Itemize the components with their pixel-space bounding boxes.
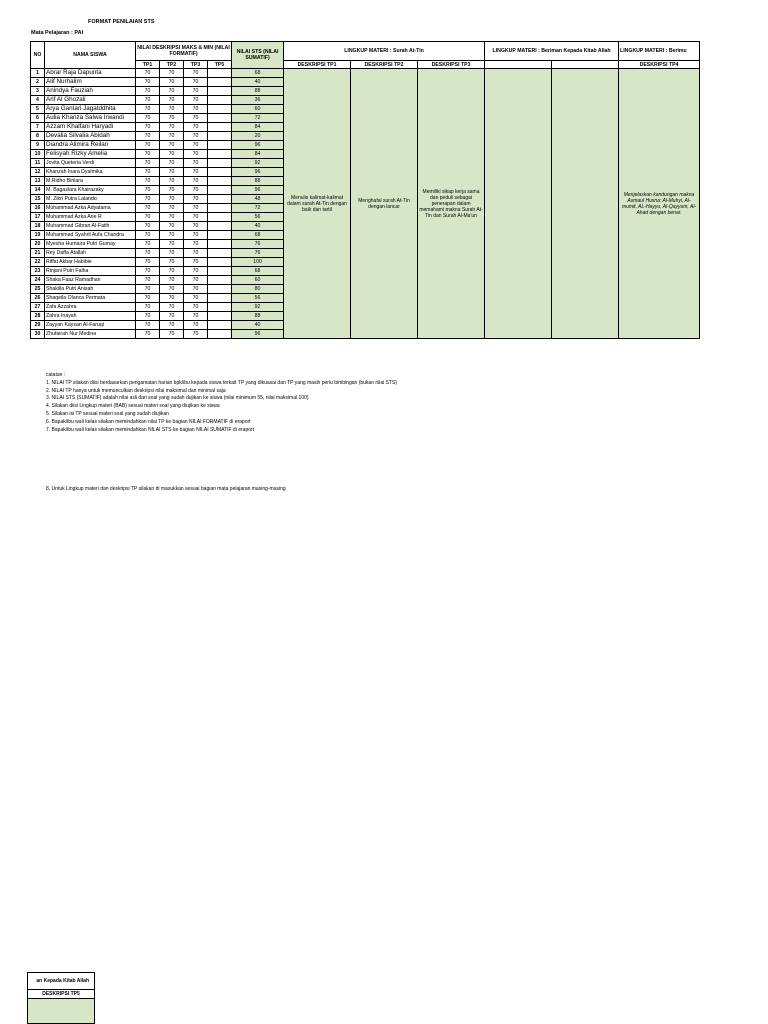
- header-tp2: TP2: [160, 61, 184, 69]
- tp5-value[interactable]: [208, 195, 232, 204]
- tp1-value[interactable]: 70: [136, 177, 160, 186]
- tp3-value[interactable]: 70: [184, 114, 208, 123]
- student-no[interactable]: 11: [31, 159, 45, 168]
- header-empty-1: [485, 61, 552, 69]
- tp3-value[interactable]: 70: [184, 159, 208, 168]
- tp1-value[interactable]: 70: [136, 258, 160, 267]
- sts-value[interactable]: 40: [232, 321, 284, 330]
- sts-value[interactable]: 96: [232, 186, 284, 195]
- sts-value[interactable]: 84: [232, 150, 284, 159]
- student-no[interactable]: 18: [31, 222, 45, 231]
- student-name[interactable]: Abrar Raja Dapunta: [45, 69, 136, 78]
- tp5-value[interactable]: [208, 330, 232, 339]
- tp5-value[interactable]: [208, 150, 232, 159]
- tp3-value[interactable]: 70: [184, 78, 208, 87]
- student-name[interactable]: Rey Daffa Atallah: [45, 249, 136, 258]
- student-name[interactable]: Myesha Humaira Putri Gumay: [45, 240, 136, 249]
- student-name[interactable]: Muhammad Syahril Aufa Chandra: [45, 231, 136, 240]
- empty-desc-cell-1[interactable]: [485, 69, 552, 339]
- student-no[interactable]: 3: [31, 87, 45, 96]
- tp3-value[interactable]: 70: [184, 105, 208, 114]
- document-title: FORMAT PENILAIAN STS: [88, 19, 155, 25]
- tp1-value[interactable]: 70: [136, 330, 160, 339]
- tp3-value[interactable]: 70: [184, 285, 208, 294]
- sts-value[interactable]: 92: [232, 159, 284, 168]
- tp3-value[interactable]: 70: [184, 312, 208, 321]
- tp5-value[interactable]: [208, 294, 232, 303]
- tp1-value[interactable]: 70: [136, 285, 160, 294]
- note-item: 2. NILAI TP hanya untuk memunculkan deskripsi nilai maksimal dan minimal saja: [46, 387, 226, 394]
- note-item: 5. Silakan isi TP sesuai materi soal yang sudah diujikan: [46, 410, 169, 417]
- student-name[interactable]: Arya Gantari Jagatddhita: [45, 105, 136, 114]
- student-name[interactable]: Aulia Khanza Salwa Irwandi: [45, 114, 136, 123]
- tp1-value[interactable]: 70: [136, 69, 160, 78]
- tp1-value[interactable]: 70: [136, 168, 160, 177]
- tp2-value[interactable]: 70: [160, 87, 184, 96]
- tp3-value[interactable]: 70: [184, 330, 208, 339]
- tp5-value[interactable]: [208, 177, 232, 186]
- student-no[interactable]: 29: [31, 321, 45, 330]
- page-2-deskripsi-tp5: DESKRIPSI TP5: [28, 990, 94, 999]
- empty-desc-cell-2[interactable]: [552, 69, 619, 339]
- header-nilai-sts: NILAI STS (NILAI SUMATIF): [232, 42, 284, 69]
- tp5-value[interactable]: [208, 312, 232, 321]
- tp1-value[interactable]: 70: [136, 222, 160, 231]
- sts-value[interactable]: 96: [232, 141, 284, 150]
- tp5-value[interactable]: [208, 96, 232, 105]
- tp2-value[interactable]: 70: [160, 195, 184, 204]
- tp2-value[interactable]: 70: [160, 330, 184, 339]
- notes-section: [46, 372, 397, 434]
- tp3-value[interactable]: 70: [184, 168, 208, 177]
- page-2-fragment: [27, 972, 95, 1024]
- table-row: [31, 69, 700, 78]
- tp3-value[interactable]: 70: [184, 213, 208, 222]
- sts-value[interactable]: 68: [232, 231, 284, 240]
- tp3-value[interactable]: 70: [184, 240, 208, 249]
- tp5-value[interactable]: [208, 78, 232, 87]
- tp1-value[interactable]: 70: [136, 303, 160, 312]
- tp1-value[interactable]: 70: [136, 132, 160, 141]
- page-2-lingkup-header: an Kepada Kitab Allah: [28, 973, 94, 990]
- sts-value[interactable]: 80: [232, 285, 284, 294]
- tp5-value[interactable]: [208, 87, 232, 96]
- tp2-value[interactable]: 70: [160, 141, 184, 150]
- tp2-value[interactable]: 70: [160, 114, 184, 123]
- tp1-value[interactable]: 70: [136, 204, 160, 213]
- sts-value[interactable]: 76: [232, 249, 284, 258]
- tp2-value[interactable]: 70: [160, 213, 184, 222]
- tp3-value[interactable]: 70: [184, 141, 208, 150]
- tp2-value[interactable]: 70: [160, 276, 184, 285]
- header-tp1: TP1: [136, 61, 160, 69]
- tp1-value[interactable]: 70: [136, 312, 160, 321]
- tp2-value[interactable]: 70: [160, 78, 184, 87]
- tp3-value[interactable]: 70: [184, 186, 208, 195]
- header-tp3: TP3: [184, 61, 208, 69]
- header-deskripsi-tp4: DESKRIPSI TP4: [619, 61, 700, 69]
- student-name[interactable]: Azzam Khalfani Haryadi: [45, 123, 136, 132]
- header-empty-2: [552, 61, 619, 69]
- deskripsi-tp3-cell[interactable]: Memiliki sikap kerja sama dan peduli sebagai penerapan dalam memahami makna Surah At-Tin dan Surah Al-Ma'un: [418, 69, 485, 339]
- tp2-value[interactable]: 70: [160, 312, 184, 321]
- sts-value[interactable]: 36: [232, 96, 284, 105]
- sts-value[interactable]: 88: [232, 87, 284, 96]
- note-item: 7. Bapak/ibu wali kelas silakan memindahkan NILAI STS ke bagian NILAI SUMATIF di eraport: [46, 426, 255, 433]
- sts-value[interactable]: 88: [232, 312, 284, 321]
- header-deskripsi-tp3: DESKRIPSI TP3: [418, 61, 485, 69]
- student-no[interactable]: 20: [31, 240, 45, 249]
- tp5-value[interactable]: [208, 204, 232, 213]
- tp1-value[interactable]: 70: [136, 141, 160, 150]
- student-no[interactable]: 28: [31, 312, 45, 321]
- tp3-value[interactable]: 70: [184, 177, 208, 186]
- tp2-value[interactable]: 70: [160, 303, 184, 312]
- tp2-value[interactable]: 70: [160, 69, 184, 78]
- student-name[interactable]: Shakilla Putri Anisah: [45, 285, 136, 294]
- tp1-value[interactable]: 70: [136, 195, 160, 204]
- tp1-value[interactable]: 70: [136, 105, 160, 114]
- student-name[interactable]: M. Zikri Putra Lalando: [45, 195, 136, 204]
- deskripsi-tp2-cell[interactable]: Menghafal surah At-Tin dengan lancar: [351, 69, 418, 339]
- student-no[interactable]: 25: [31, 285, 45, 294]
- tp1-value[interactable]: 70: [136, 150, 160, 159]
- student-no[interactable]: 13: [31, 177, 45, 186]
- student-name[interactable]: Zhufairah Nur Medina: [45, 330, 136, 339]
- sts-value[interactable]: 20: [232, 132, 284, 141]
- tp5-value[interactable]: [208, 222, 232, 231]
- tp2-value[interactable]: 70: [160, 177, 184, 186]
- table-body: [31, 69, 700, 339]
- tp2-value[interactable]: 70: [160, 285, 184, 294]
- header-lingkup-2: LINGKUP MATERI : Beriman Kepada Kitab Allah: [485, 42, 619, 61]
- student-no[interactable]: 15: [31, 195, 45, 204]
- tp2-value[interactable]: 70: [160, 222, 184, 231]
- student-no[interactable]: 7: [31, 123, 45, 132]
- student-name[interactable]: M.Ridho Binlara: [45, 177, 136, 186]
- tp1-value[interactable]: 70: [136, 186, 160, 195]
- student-no[interactable]: 23: [31, 267, 45, 276]
- tp3-value[interactable]: 70: [184, 321, 208, 330]
- student-no[interactable]: 22: [31, 258, 45, 267]
- student-name[interactable]: Zahra Inayah: [45, 312, 136, 321]
- deskripsi-tp4-cell[interactable]: Menjelaskan kandungan makna Asmaul Husna: Al-Muhyi, Al-mumit, AL-Hayyu, Al-Qayyum, Al-Ahad dengan benar.: [619, 69, 700, 339]
- student-no[interactable]: 4: [31, 96, 45, 105]
- student-name[interactable]: Felisyah Rizky Amelia: [45, 150, 136, 159]
- sts-value[interactable]: 40: [232, 78, 284, 87]
- tp5-value[interactable]: [208, 159, 232, 168]
- student-name[interactable]: Diandra Alimira Reilan: [45, 141, 136, 150]
- sts-value[interactable]: 48: [232, 195, 284, 204]
- student-no[interactable]: 24: [31, 276, 45, 285]
- sts-value[interactable]: 76: [232, 240, 284, 249]
- sts-value[interactable]: 68: [232, 69, 284, 78]
- student-no[interactable]: 6: [31, 114, 45, 123]
- subject-label: Mata Pelajaran : PAI: [31, 30, 84, 36]
- tp2-value[interactable]: 70: [160, 267, 184, 276]
- student-name[interactable]: Arif Al Ghozali: [45, 96, 136, 105]
- tp5-value[interactable]: [208, 240, 232, 249]
- tp1-value[interactable]: 70: [136, 159, 160, 168]
- sts-value[interactable]: 72: [232, 114, 284, 123]
- sts-value[interactable]: 88: [232, 177, 284, 186]
- header-deskripsi-tp2: DESKRIPSI TP2: [351, 61, 418, 69]
- tp5-value[interactable]: [208, 213, 232, 222]
- student-name[interactable]: Rinjani Putri Falha: [45, 267, 136, 276]
- tp5-value[interactable]: [208, 276, 232, 285]
- student-name[interactable]: Jovita Queteria Verdi: [45, 159, 136, 168]
- sts-value[interactable]: 68: [232, 267, 284, 276]
- tp1-value[interactable]: 70: [136, 294, 160, 303]
- student-name[interactable]: Muhammad Azka Arie R: [45, 213, 136, 222]
- sts-value[interactable]: 60: [232, 105, 284, 114]
- student-name[interactable]: Alif Nurhalim: [45, 78, 136, 87]
- tp5-value[interactable]: [208, 123, 232, 132]
- tp3-value[interactable]: 70: [184, 96, 208, 105]
- tp5-value[interactable]: [208, 231, 232, 240]
- note-item: 6. Bapak/ibu wali kelas silakan memindahkan nilai TP ke bagian NILAI FORMATIF di eraport: [46, 418, 251, 425]
- tp3-value[interactable]: 70: [184, 87, 208, 96]
- tp5-value[interactable]: [208, 114, 232, 123]
- tp5-value[interactable]: [208, 168, 232, 177]
- header-tp5: TP5: [208, 61, 232, 69]
- tp5-value[interactable]: [208, 186, 232, 195]
- tp2-value[interactable]: 70: [160, 168, 184, 177]
- student-name[interactable]: Muhammad Gibran Al-Fatih: [45, 222, 136, 231]
- student-name[interactable]: Anindya Fauziah: [45, 87, 136, 96]
- student-no[interactable]: 26: [31, 294, 45, 303]
- tp2-value[interactable]: 70: [160, 159, 184, 168]
- tp2-value[interactable]: 70: [160, 240, 184, 249]
- tp5-value[interactable]: [208, 141, 232, 150]
- student-no[interactable]: 2: [31, 78, 45, 87]
- grade-table: [30, 41, 700, 339]
- deskripsi-tp1-cell[interactable]: Menulis kalimat-kalimat dalam surah At-Tin dengan baik dan tartil: [284, 69, 351, 339]
- tp5-value[interactable]: [208, 132, 232, 141]
- sts-value[interactable]: 72: [232, 204, 284, 213]
- student-name[interactable]: Zafa Azzahra: [45, 303, 136, 312]
- tp5-value[interactable]: [208, 303, 232, 312]
- student-name[interactable]: Shaqeila Olanca Permata: [45, 294, 136, 303]
- student-no[interactable]: 27: [31, 303, 45, 312]
- header-row-1: [31, 42, 700, 61]
- tp3-value[interactable]: 70: [184, 258, 208, 267]
- student-no[interactable]: 19: [31, 231, 45, 240]
- tp1-value[interactable]: 70: [136, 276, 160, 285]
- tp5-value[interactable]: [208, 321, 232, 330]
- tp1-value[interactable]: 70: [136, 321, 160, 330]
- tp3-value[interactable]: 70: [184, 150, 208, 159]
- tp3-value[interactable]: 70: [184, 303, 208, 312]
- sts-value[interactable]: 100: [232, 258, 284, 267]
- tp3-value[interactable]: 70: [184, 204, 208, 213]
- student-name[interactable]: Shaka Faaz Ramadhan: [45, 276, 136, 285]
- sts-value[interactable]: 84: [232, 123, 284, 132]
- tp2-value[interactable]: 70: [160, 105, 184, 114]
- tp1-value[interactable]: 70: [136, 123, 160, 132]
- tp2-value[interactable]: 70: [160, 258, 184, 267]
- note-item: 3. NILAI STS (SUMATIF) adalah nilai asli dari soal yang sudah dujikan ke siswa (nilai minimum 55, nilai maksimal 100): [46, 395, 309, 402]
- tp2-value[interactable]: 70: [160, 96, 184, 105]
- tp2-value[interactable]: 70: [160, 321, 184, 330]
- student-no[interactable]: 21: [31, 249, 45, 258]
- note-item: 1. NILAI TP silakan diisi berdasarkan pengamatan harian bpk/ibu kepada siswa terkait TP yang dikuasai dan TP yang masih perlu bimbingan (bukan nilai STS): [46, 379, 398, 386]
- student-no[interactable]: 30: [31, 330, 45, 339]
- tp3-value[interactable]: 70: [184, 231, 208, 240]
- tp3-value[interactable]: 70: [184, 195, 208, 204]
- tp5-value[interactable]: [208, 105, 232, 114]
- student-no[interactable]: 10: [31, 150, 45, 159]
- student-no[interactable]: 14: [31, 186, 45, 195]
- tp3-value[interactable]: 70: [184, 294, 208, 303]
- tp1-value[interactable]: 70: [136, 87, 160, 96]
- tp3-value[interactable]: 70: [184, 276, 208, 285]
- student-name[interactable]: M. Bagaslara Khairazaky: [45, 186, 136, 195]
- notes-heading: catatan :: [46, 372, 66, 378]
- tp3-value[interactable]: 70: [184, 249, 208, 258]
- tp1-value[interactable]: 70: [136, 240, 160, 249]
- student-no[interactable]: 1: [31, 69, 45, 78]
- header-lingkup-3: LINGKUP MATERI : Berimu: [619, 42, 700, 61]
- tp2-value[interactable]: 70: [160, 186, 184, 195]
- student-no[interactable]: 9: [31, 141, 45, 150]
- page-2-description-cell: [28, 999, 94, 1023]
- tp1-value[interactable]: 70: [136, 96, 160, 105]
- student-name[interactable]: Devalia Silvalia Abidah: [45, 132, 136, 141]
- student-name[interactable]: Riffat Akbar Habibie: [45, 258, 136, 267]
- tp3-value[interactable]: 70: [184, 222, 208, 231]
- sts-value[interactable]: 56: [232, 294, 284, 303]
- tp2-value[interactable]: 70: [160, 123, 184, 132]
- sts-value[interactable]: 40: [232, 222, 284, 231]
- tp5-value[interactable]: [208, 249, 232, 258]
- sts-value[interactable]: 96: [232, 330, 284, 339]
- tp5-value[interactable]: [208, 69, 232, 78]
- tp1-value[interactable]: 70: [136, 231, 160, 240]
- note-item-8: 8. Untuk Lingkup materi dan deskripsi TP silakan di masukkan sesuai bagian mata pelajaran masing-masing: [46, 486, 286, 492]
- student-name[interactable]: Zayyan Kaysan Al-Faruqi: [45, 321, 136, 330]
- tp1-value[interactable]: 70: [136, 267, 160, 276]
- tp1-value[interactable]: 70: [136, 78, 160, 87]
- student-name[interactable]: Muhammad Azka Adyatama: [45, 204, 136, 213]
- tp3-value[interactable]: 70: [184, 69, 208, 78]
- tp5-value[interactable]: [208, 258, 232, 267]
- student-no[interactable]: 16: [31, 204, 45, 213]
- sts-value[interactable]: 60: [232, 276, 284, 285]
- tp3-value[interactable]: 70: [184, 132, 208, 141]
- sts-value[interactable]: 92: [232, 303, 284, 312]
- sts-value[interactable]: 56: [232, 213, 284, 222]
- header-nama-siswa: NAMA SISWA: [45, 42, 136, 69]
- tp2-value[interactable]: 70: [160, 150, 184, 159]
- student-no[interactable]: 12: [31, 168, 45, 177]
- tp2-value[interactable]: 70: [160, 132, 184, 141]
- note-item: 4. Silakan diisi Lingkup materi (BAB) sesuai materi soal yang diujikan ke siswa: [46, 403, 220, 410]
- tp5-value[interactable]: [208, 267, 232, 276]
- tp3-value[interactable]: 70: [184, 267, 208, 276]
- header-no: NO: [31, 42, 45, 69]
- tp1-value[interactable]: 70: [136, 213, 160, 222]
- tp2-value[interactable]: 70: [160, 204, 184, 213]
- tp2-value[interactable]: 70: [160, 249, 184, 258]
- header-nilai-formatif: NILAI DESKRIPSI MAKS & MIN (NILAI FORMATIF): [136, 42, 232, 61]
- student-name[interactable]: Khanzah Inara Dyalmika: [45, 168, 136, 177]
- tp2-value[interactable]: 70: [160, 231, 184, 240]
- sts-value[interactable]: 96: [232, 168, 284, 177]
- student-no[interactable]: 17: [31, 213, 45, 222]
- student-no[interactable]: 5: [31, 105, 45, 114]
- tp5-value[interactable]: [208, 285, 232, 294]
- tp1-value[interactable]: 70: [136, 249, 160, 258]
- tp1-value[interactable]: 70: [136, 114, 160, 123]
- tp2-value[interactable]: 70: [160, 294, 184, 303]
- student-no[interactable]: 8: [31, 132, 45, 141]
- header-deskripsi-tp1: DESKRIPSI TP1: [284, 61, 351, 69]
- tp3-value[interactable]: 70: [184, 123, 208, 132]
- header-lingkup-1: LINGKUP MATERI : Surah At-Tin: [284, 42, 485, 61]
